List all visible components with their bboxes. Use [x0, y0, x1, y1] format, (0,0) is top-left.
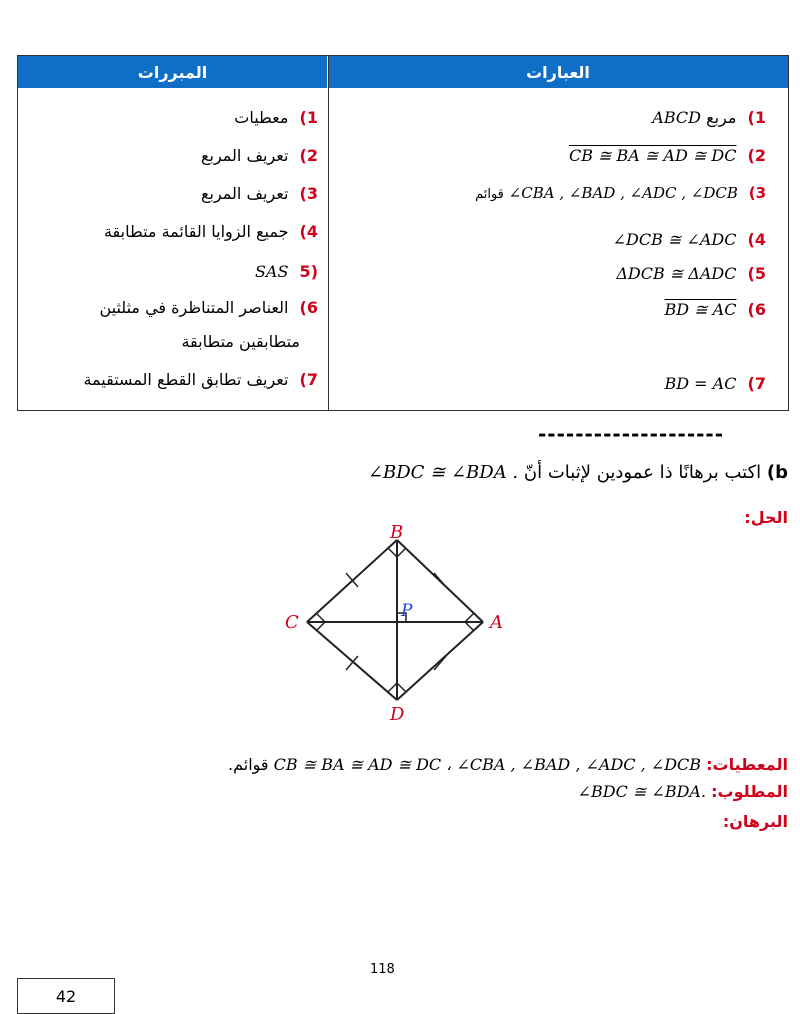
proof-label: البرهان:: [722, 812, 788, 831]
label-d: D: [390, 704, 405, 725]
statement-row: [613, 230, 766, 249]
solution-label: الحل:: [744, 508, 788, 527]
row-number: 4): [299, 222, 318, 241]
header-reasons: المبررات: [18, 56, 328, 88]
side-number-box: 42: [17, 978, 115, 1014]
statement-row: [616, 264, 766, 283]
tick-mark: [434, 573, 446, 587]
statement-row: [475, 184, 766, 202]
reason-math: SAS: [254, 262, 289, 281]
reason-text: معطيات: [234, 108, 289, 127]
statement-row: [664, 300, 766, 319]
statement-text: مربع: [706, 108, 737, 127]
label-a: A: [490, 612, 503, 633]
reason-text: تعريف تطابق القطع المستقيمة: [83, 370, 289, 389]
task-math: ∠BDC ≅ ∠BDA .: [367, 462, 519, 483]
statement-row: [652, 108, 766, 127]
side-dc: [307, 622, 397, 700]
label-b: B: [390, 522, 404, 543]
reason-text: متطابقين متطابقة: [181, 332, 300, 351]
reason-row: [201, 184, 318, 203]
statement-math: ABCD: [652, 108, 701, 127]
row-number: 5): [747, 264, 766, 283]
column-divider: [328, 56, 329, 410]
reason-row: [83, 370, 318, 389]
proof-table: [17, 55, 789, 411]
required-math: ∠BDC ≅ ∠BDA.: [577, 782, 707, 801]
row-number: 6): [747, 300, 766, 319]
reason-row-continued: [181, 332, 300, 351]
row-number: 7): [747, 374, 766, 393]
row-number: (5: [299, 262, 318, 281]
statement-row: [664, 374, 766, 393]
statement-math: CB ≅ BA ≅ AD ≅ DC: [568, 146, 737, 165]
given-label: المعطيات:: [706, 755, 788, 774]
statement-math: BD ≅ AC: [664, 300, 737, 319]
reason-row: [234, 108, 318, 127]
task-text: اكتب برهانًا ذا عمودين لإثبات أنّ: [523, 462, 762, 483]
reason-row: [201, 146, 318, 165]
header-statements: العبارات: [328, 56, 788, 88]
statement-math: BD = AC: [664, 374, 737, 393]
row-number: 1): [299, 108, 318, 127]
reason-row: [255, 262, 318, 281]
given-math: CB ≅ BA ≅ AD ≅ DC ، ∠CBA , ∠BAD , ∠ADC , ∠DCB: [273, 755, 702, 774]
row-number: 3): [299, 184, 318, 203]
statement-text: قوائم: [475, 187, 504, 202]
task-b: [368, 462, 788, 483]
statement-math: ∠DCB ≅ ∠ADC: [612, 230, 737, 249]
reason-row: [99, 298, 318, 317]
reason-text: العناصر المتناظرة في مثلثين: [99, 298, 289, 317]
given-line: [228, 755, 788, 774]
statement-row: [569, 146, 766, 165]
given-text: قوائم.: [228, 755, 269, 774]
tick-mark: [434, 656, 446, 670]
row-number: 3): [748, 184, 766, 202]
required-label: المطلوب:: [711, 782, 788, 801]
label-p: P: [401, 601, 413, 621]
reason-row: [104, 222, 318, 241]
row-number: 7): [299, 370, 318, 389]
task-label: b): [766, 462, 788, 483]
row-number: 2): [747, 146, 766, 165]
separator-line: --------------------: [538, 422, 725, 446]
side-ad: [397, 622, 483, 700]
statement-math: ∠CBA , ∠BAD , ∠ADC , ∠DCB: [508, 184, 738, 202]
row-number: 2): [299, 146, 318, 165]
reason-text: جميع الزوايا القائمة متطابقة: [103, 222, 289, 241]
square-diagram: [275, 520, 525, 725]
required-line: [578, 782, 788, 801]
page-number: 118: [370, 962, 395, 977]
statement-math: ΔDCB ≅ ΔADC: [616, 264, 737, 283]
reason-text: تعريف المربع: [200, 146, 289, 165]
row-number: 4): [747, 230, 766, 249]
label-c: C: [285, 612, 299, 633]
row-number: 1): [747, 108, 766, 127]
reason-text: تعريف المربع: [200, 184, 289, 203]
row-number: 6): [299, 298, 318, 317]
